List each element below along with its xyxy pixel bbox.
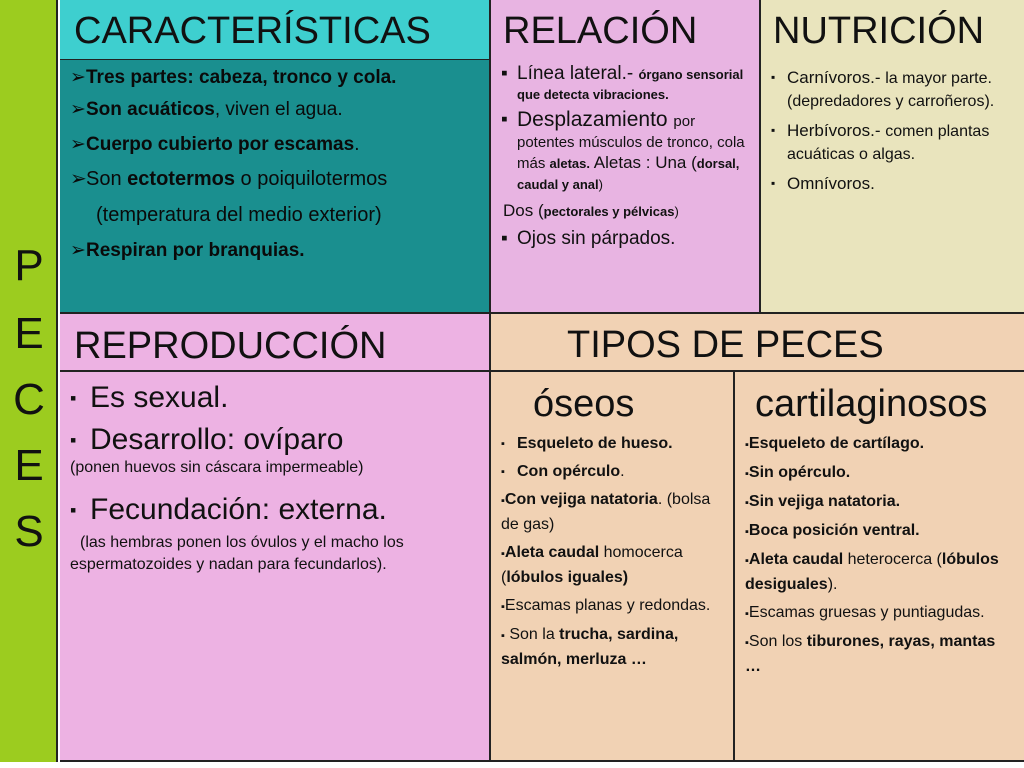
- caracteristicas-body: [60, 60, 491, 314]
- reproduccion-item-fecundacion: ▪ Fecundación: externa.: [70, 492, 480, 528]
- side-title-column: [0, 0, 58, 762]
- oseos-item-esqueleto: ▪ Esqueleto de hueso.: [501, 432, 727, 456]
- oseos-item-ejemplos: ▪ Son la trucha, sardina, salmón, merluza …: [501, 623, 727, 672]
- relacion-item-ojos: ▪ Ojos sin párpados.: [501, 228, 751, 250]
- side-letter-e2: E: [14, 441, 44, 490]
- cartilaginosos-item-escamas: ▪ Escamas gruesas y puntiagudas.: [745, 601, 1015, 626]
- reproduccion-divider: [60, 370, 489, 372]
- cartilaginosos-item-aleta: ▪ Aleta caudal heterocerca (lóbulos desiguales).: [745, 548, 1015, 597]
- square-bullet-icon: [771, 119, 775, 142]
- square-bullet-icon: [70, 422, 76, 458]
- nutricion-title: NUTRICIÓN: [773, 10, 985, 52]
- arrow-bullet-icon: [70, 168, 87, 191]
- arrow-bullet-icon: [70, 133, 86, 156]
- caracteristicas-item-ectotermos: ➢ Son ectotermos o poiquilotermos: [70, 168, 481, 191]
- oseos-item-escamas: ▪ Escamas planas y redondas.: [501, 594, 727, 619]
- caracteristicas-header: [60, 0, 491, 60]
- relacion-aletas-dos: Dos (pectorales y pélvicas): [503, 201, 679, 220]
- square-bullet-icon: [501, 64, 508, 84]
- caracteristicas-title: CARACTERÍSTICAS: [74, 10, 431, 52]
- cartilaginosos-panel: [735, 372, 1024, 762]
- cartilaginosos-item-vejiga: ▪ Sin vejiga natatoria.: [745, 490, 1015, 515]
- reproduccion-fecundacion-note: (las hembras ponen los óvulos y el macho los espermatozoides y nadan para fecundarlos).: [70, 534, 404, 573]
- arrow-bullet-icon: [70, 66, 86, 89]
- cartilaginosos-item-ejemplos: ▪ Son los tiburones, rayas, mantas …: [745, 630, 1015, 679]
- oseos-item-vejiga: ▪ Con vejiga natatoria. (bolsa de gas): [501, 488, 727, 537]
- square-bullet-icon: [70, 492, 76, 528]
- square-bullet-icon: [501, 460, 505, 484]
- caracteristicas-item-branquias: ➢ Respiran por branquias.: [70, 239, 481, 262]
- nutricion-panel: [761, 0, 1024, 314]
- reproduccion-desarrollo-note: (ponen huevos sin cáscara impermeable): [70, 459, 364, 476]
- tipos-title: TIPOS DE PECES: [567, 324, 884, 366]
- reproduccion-title: REPRODUCCIÓN: [74, 325, 387, 367]
- cartilaginosos-title: cartilaginosos: [755, 383, 988, 425]
- square-bullet-icon: [771, 172, 775, 195]
- arrow-bullet-icon: [70, 239, 86, 262]
- square-bullet-icon: [501, 432, 505, 456]
- caracteristicas-temperatura-note: (temperatura del medio exterior): [96, 204, 382, 226]
- relacion-item-linea-lateral: ▪ Línea lateral.- órgano sensorial que detecta vibraciones.: [501, 64, 751, 104]
- nutricion-item-herbivoros: ▪ Herbívoros.- comen plantas acuáticas o algas.: [771, 119, 1016, 166]
- cartilaginosos-item-operculo: ▪ Sin opérculo.: [745, 461, 1015, 486]
- nutricion-item-carnivoros: ▪ Carnívoros.- la mayor parte. (depredadores y carroñeros).: [771, 66, 1016, 113]
- reproduccion-item-desarrollo: ▪ Desarrollo: ovíparo: [70, 422, 480, 458]
- square-bullet-icon: [501, 228, 508, 250]
- oseos-title: óseos: [533, 383, 635, 425]
- square-bullet-icon: [501, 110, 508, 130]
- side-letter-e: E: [14, 309, 44, 358]
- reproduccion-item-sexual: ▪ Es sexual.: [70, 380, 480, 416]
- cartilaginosos-item-esqueleto: ▪ Esqueleto de cartílago.: [745, 432, 1015, 457]
- relacion-item-desplazamiento: ▪ Desplazamiento por potentes músculos de tronco, cola más aletas. Aletas : Una (dorsal, caudal y anal): [501, 110, 751, 195]
- nutricion-item-omnivoros: ▪ Omnívoros.: [771, 172, 1016, 196]
- oseos-item-aleta: ▪ Aleta caudal homocerca (lóbulos iguales): [501, 541, 727, 590]
- square-bullet-icon: [70, 380, 76, 416]
- reproduccion-panel: [60, 314, 491, 762]
- caracteristicas-item-escamas: ➢ Cuerpo cubierto por escamas.: [70, 133, 481, 156]
- relacion-title: RELACIÓN: [503, 10, 698, 52]
- tipos-header: [491, 314, 1024, 372]
- square-bullet-icon: [771, 66, 775, 89]
- arrow-bullet-icon: [70, 98, 86, 121]
- side-letter-c: C: [13, 375, 45, 424]
- relacion-panel: [491, 0, 761, 314]
- caracteristicas-item-partes: ➢ Tres partes: cabeza, tronco y cola.: [70, 66, 481, 89]
- cartilaginosos-item-boca: ▪ Boca posición ventral.: [745, 519, 1015, 544]
- caracteristicas-item-acuaticos: ➢ Son acuáticos, viven el agua.: [70, 98, 481, 121]
- side-letter-p: P: [14, 241, 44, 290]
- oseos-item-operculo: ▪ Con opérculo.: [501, 460, 727, 484]
- oseos-panel: [491, 372, 735, 762]
- side-letter-s: S: [14, 507, 44, 556]
